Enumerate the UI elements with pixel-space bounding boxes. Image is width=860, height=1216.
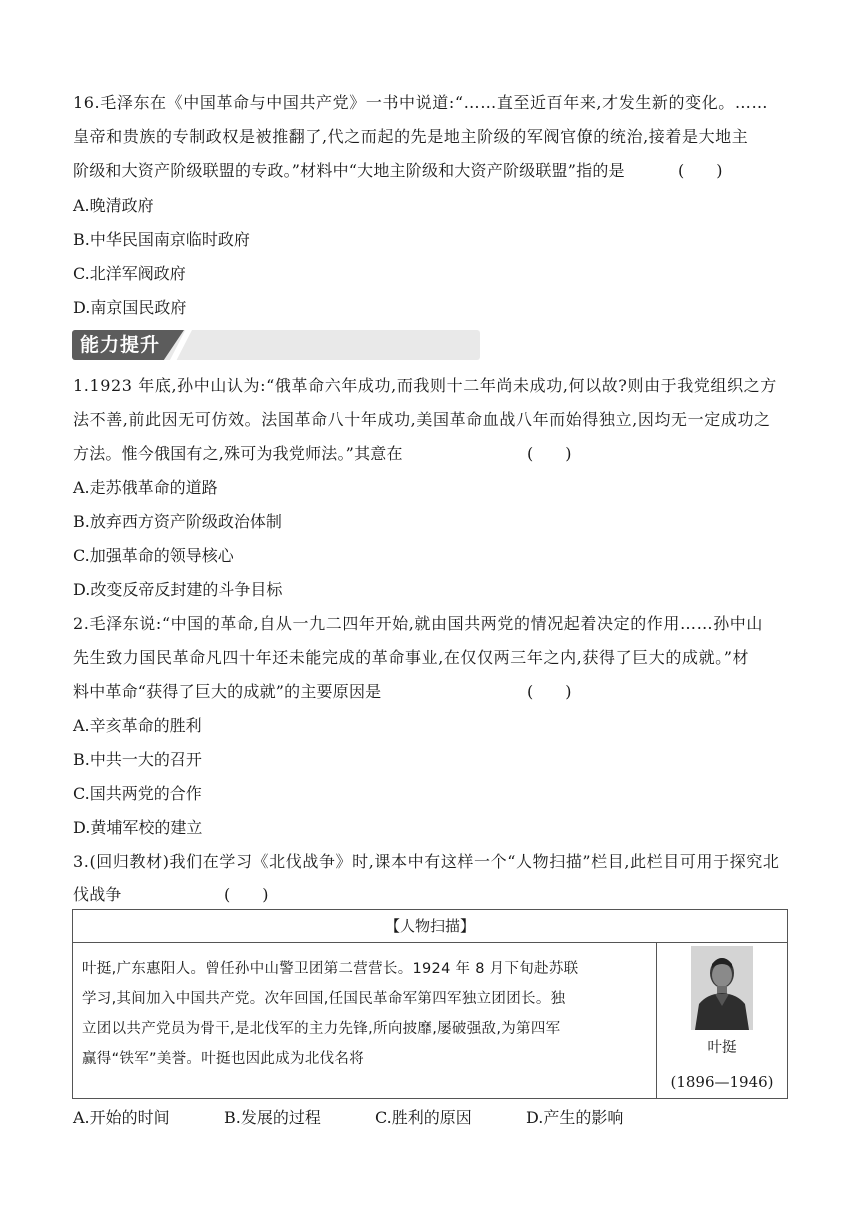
q3-stem-line-1: 3.(回归教材)我们在学习《北伐战争》时,课本中有这样一个“人物扫描”栏目,此栏目可用于探究北: [73, 852, 780, 871]
q1-stem-line-3: 方法。惟今俄国有之,殊可为我党师法。”其意在: [73, 444, 403, 463]
portrait-name: 叶挺: [707, 1040, 737, 1056]
q1-option-a[interactable]: A.走苏俄革命的道路: [73, 478, 218, 497]
q2-stem-line-1: 2.毛泽东说:“中国的革命,自从一九二四年开始,就由国共两党的情况起着决定的作用……孙中山: [73, 614, 764, 633]
q1-option-c[interactable]: C.加强革命的领导核心: [73, 546, 234, 565]
q1-stem-line-1: 1.1923 年底,孙中山认为:“俄革命六年成功,而我则十二年尚未成功,何以故?则由于我党组织之方: [73, 376, 777, 395]
q1-option-b[interactable]: B.放弃西方资产阶级政治体制: [73, 512, 282, 531]
q2-stem-line-3: 料中革命“获得了巨大的成就”的主要原因是: [73, 682, 382, 701]
q2-answer-paren[interactable]: ( ): [527, 682, 572, 701]
q16-option-d[interactable]: D.南京国民政府: [73, 298, 187, 317]
portrait-dates: (1896—1946): [670, 1073, 774, 1091]
scan-box-text: [82, 954, 650, 1074]
q16-option-c[interactable]: C.北洋军阀政府: [73, 264, 186, 283]
q3-option-a[interactable]: A.开始的时间: [73, 1108, 170, 1127]
q3-option-c[interactable]: C.胜利的原因: [375, 1108, 472, 1127]
q16-stem-line-2: 皇帝和贵族的专制政权是被推翻了,代之而起的先是地主阶级的军阀官僚的统治,接着是大地主: [73, 127, 749, 146]
scan-box-header: 【人物扫描】: [73, 910, 787, 943]
q16-option-b[interactable]: B.中华民国南京临时政府: [73, 230, 250, 249]
scan-text-line: 学习,其间加入中国共产党。次年回国,任国民革命军第四军独立团团长。独: [82, 991, 566, 1007]
q2-option-d[interactable]: D.黄埔军校的建立: [73, 818, 203, 837]
q3-option-b[interactable]: B.发展的过程: [224, 1108, 321, 1127]
q16-stem-line-3: 阶级和大资产阶级联盟的专政。”材料中“大地主阶级和大资产阶级联盟”指的是: [73, 161, 625, 180]
q16-answer-paren[interactable]: ( ): [678, 161, 723, 180]
portrait-icon: [691, 946, 753, 1030]
q1-option-d[interactable]: D.改变反帝反封建的斗争目标: [73, 580, 283, 599]
q2-option-a[interactable]: A.辛亥革命的胜利: [73, 716, 202, 735]
q2-option-c[interactable]: C.国共两党的合作: [73, 784, 202, 803]
figure-scan-box: [72, 909, 788, 1099]
section-banner: [72, 330, 480, 360]
scan-text-line: 叶挺,广东惠阳人。曾任孙中山警卫团第二营营长。1924 年 8 月下旬赴苏联: [82, 961, 579, 977]
q16-option-a[interactable]: A.晚清政府: [73, 196, 154, 215]
q3-option-d[interactable]: D.产生的影响: [526, 1108, 624, 1127]
scan-text-line: 立团以共产党员为骨干,是北伐军的主力先锋,所向披靡,屡破强敌,为第四军: [82, 1021, 561, 1037]
q1-answer-paren[interactable]: ( ): [527, 444, 572, 463]
q2-stem-line-2: 先生致力国民革命凡四十年还未能完成的革命事业,在仅仅两三年之内,获得了巨大的成就。”材: [73, 648, 750, 667]
q1-stem-line-2: 法不善,前此因无可仿效。法国革命八十年成功,美国革命血战八年而始得独立,因均无一定成功之: [73, 410, 771, 429]
q3-stem-line-2: 伐战争: [73, 885, 122, 904]
q2-option-b[interactable]: B.中共一大的召开: [73, 750, 202, 769]
q3-answer-paren[interactable]: ( ): [224, 885, 269, 904]
section-title: 能力提升: [80, 334, 161, 356]
q16-stem-line-1: 16.毛泽东在《中国革命与中国共产党》一书中说道:“……直至近百年来,才发生新的变化。……: [73, 93, 769, 112]
portrait-photo: [691, 946, 753, 1030]
scan-text-line: 赢得“铁军”美誉。叶挺也因此成为北伐名将: [82, 1051, 365, 1067]
